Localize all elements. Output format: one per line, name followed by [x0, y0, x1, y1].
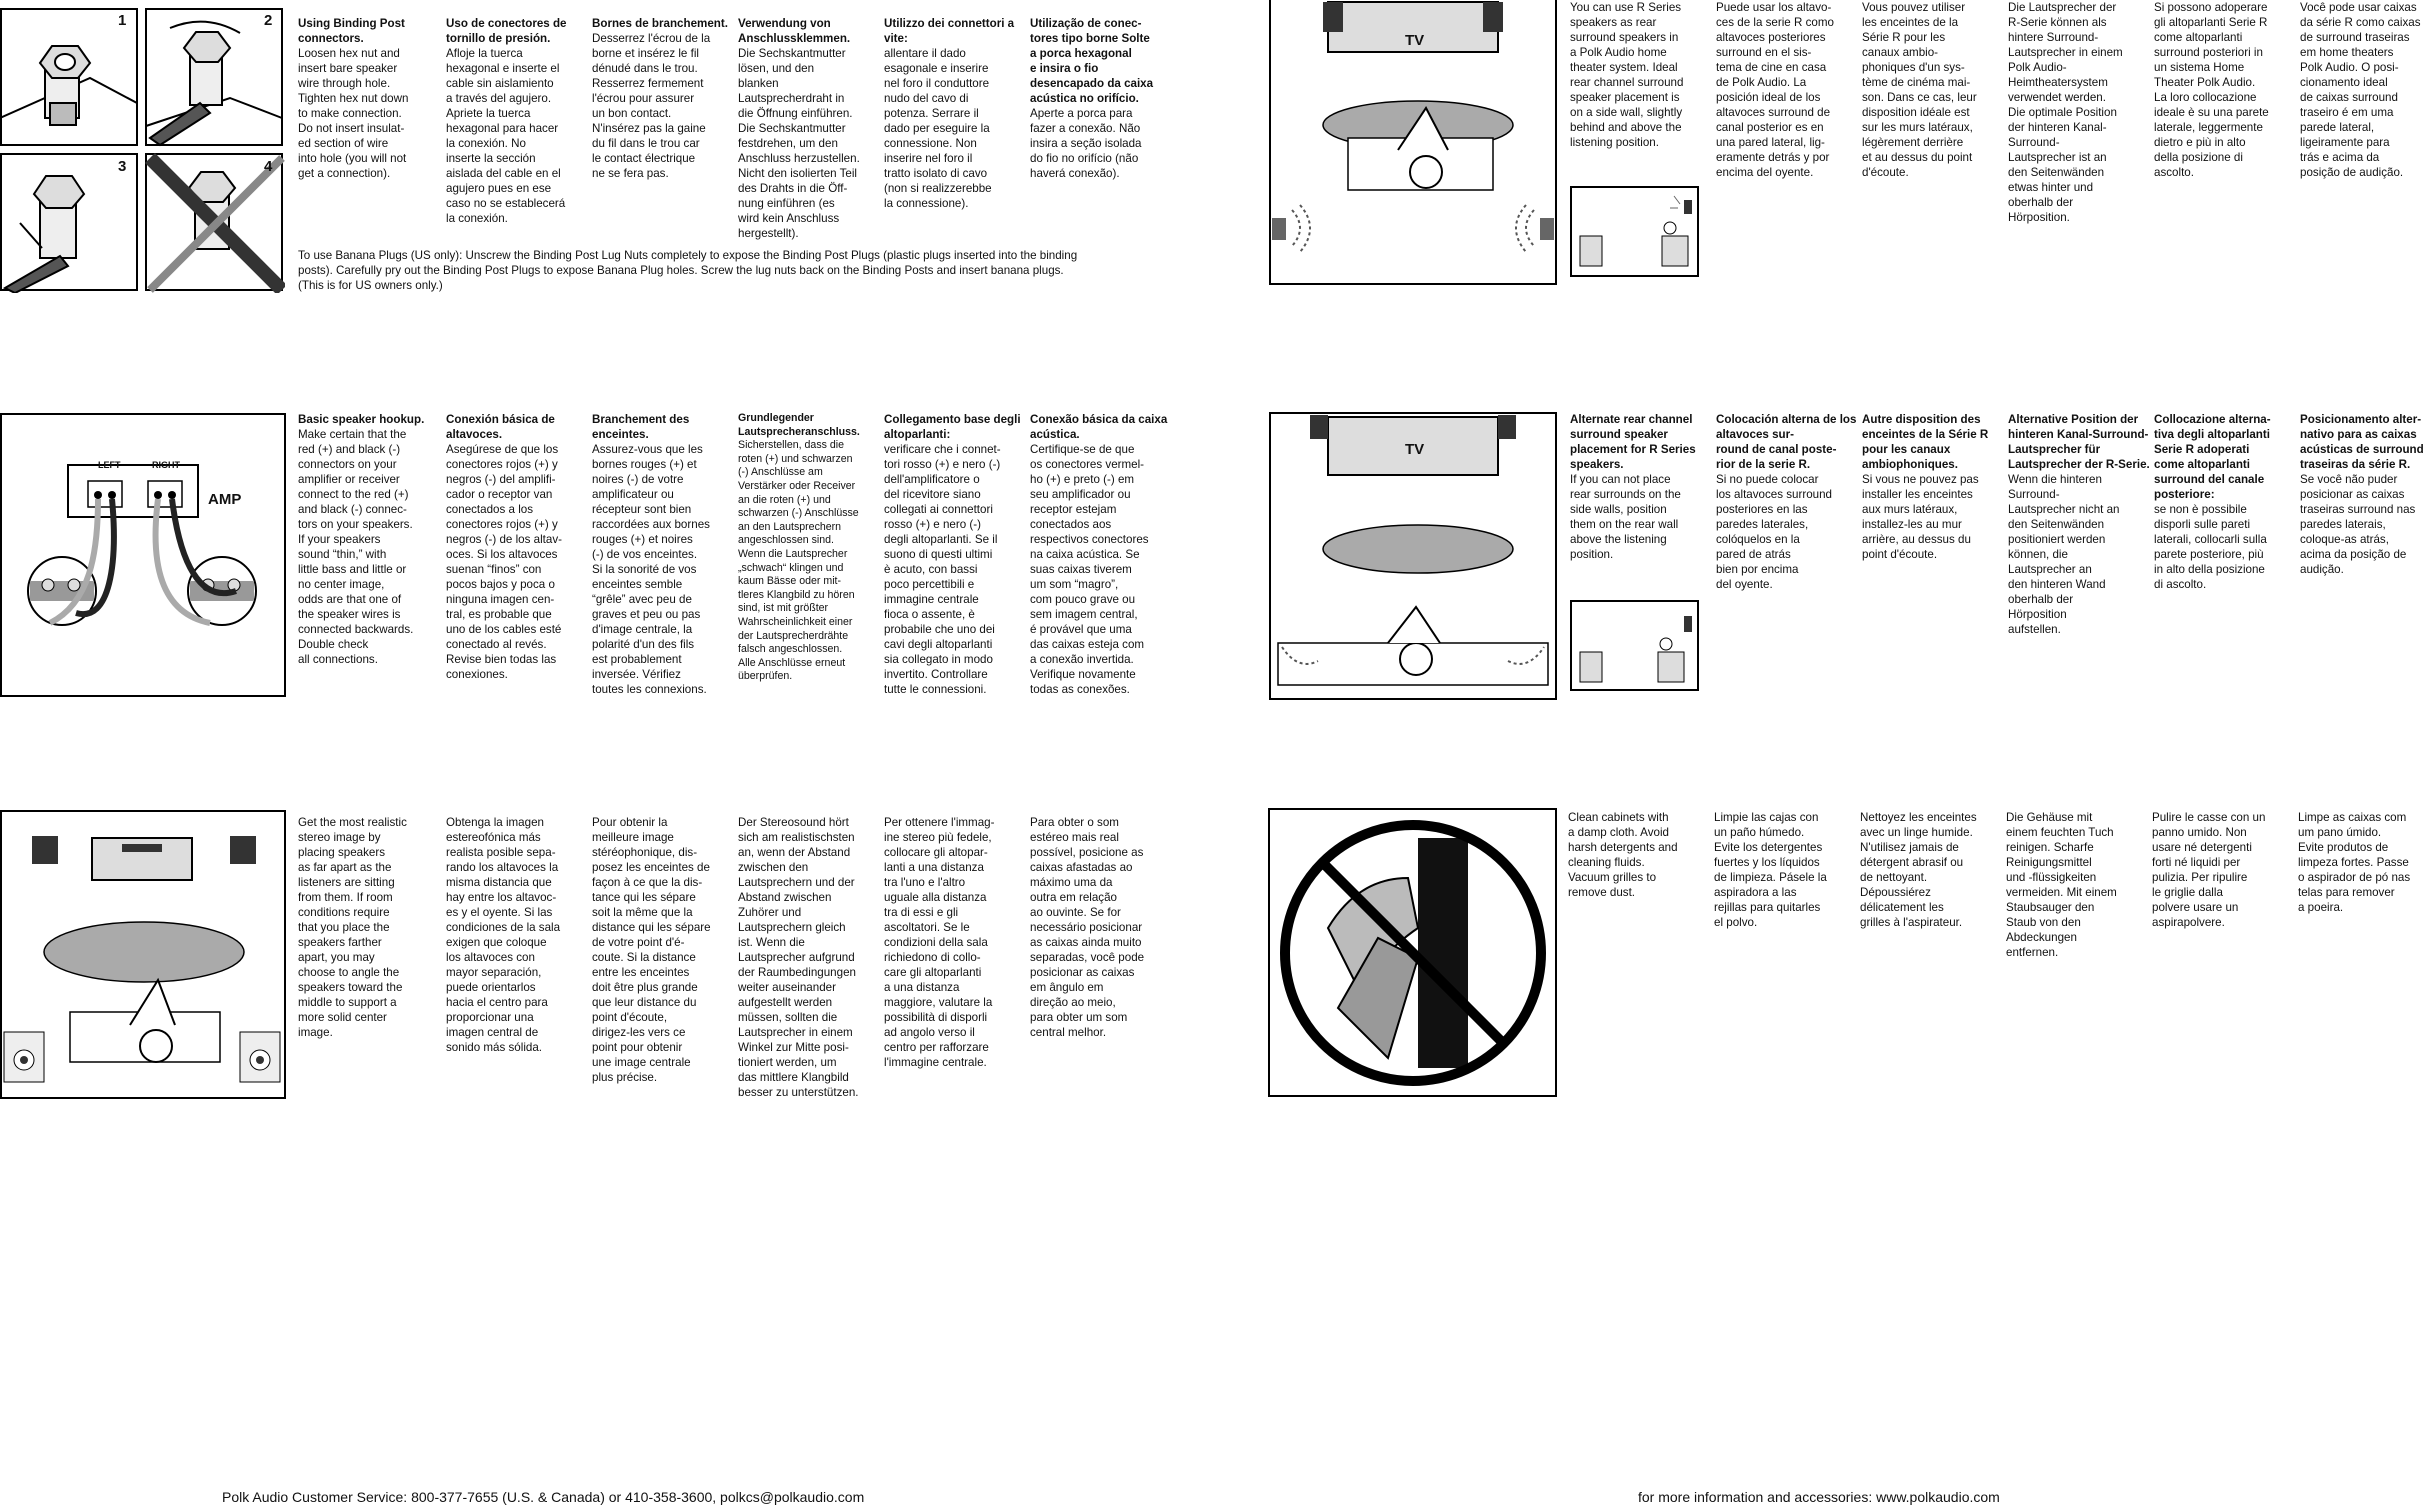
cleaning-fr: Nettoyez les enceintes avec un linge humide. N'utilisez jamais de détergent abrasif ou de nettoyant. Dépoussiérez délicatement les grilles à l'aspirateur. — [1860, 811, 1977, 929]
alternate-it — [2154, 412, 2296, 592]
alternate-room-figure — [1268, 411, 1558, 701]
stereo-it: Per ottenere l'immag- ine stereo più fedele, collocare gli altopar- lanti a una distanza tra l'uno e l'altro uguale alla distanza tra di essi e gli ascoltatori. Se le condizioni della sala richiedono di collo- care gli altoparlanti a una distanza maggiore, valutare la possibilità di disporli ad angolo verso il centro per rafforzare l'immagine centrale. — [884, 816, 995, 1069]
binding-en-heading: Using Binding Post connectors. — [298, 17, 405, 45]
cleaning-it: Pulire le casse con un panno umido. Non usare né detergenti forti né liquidi per pulizia. Per ripulire le griglie dalla polvere usare un aspirapolvere. — [2152, 811, 2266, 929]
alternate-de-body: Wenn die hinteren Surround- Lautsprecher nicht an den Seitenwänden positioniert werden können, die Lautsprecher an den hinteren Wand oberhalb der Hörposition aufstellen. — [2008, 473, 2120, 636]
stereo-es: Obtenga la imagen estereofónica más realista posible sepa- rando los altavoces la misma distancia que hay entre los altavoc- es y el oyente. Si las condiciones de la sala exigen que coloque los altavoces con mayor separación, puede orientarlos hacia el centro para proporcionar una imagen central de sonido más sólida. — [446, 816, 561, 1054]
stereo-fr: Pour obtenir la meilleure image stéréophonique, dis- posez les enceintes de façon à ce que la dis- tance qui les sépare soit la même que la distance qui les sépare de votre point d'é- coute. Si la distance entre les enceintes doit être plus grande que leur distance du point d'écoute, dirigez-les vers ce point pour obtenir une image centrale plus précise. — [592, 816, 711, 1084]
basic-fr-heading: Branchement des enceintes. — [592, 413, 690, 441]
alternate-fr — [1862, 412, 2004, 562]
cleaning-pt: Limpe as caixas com um pano úmido. Evite produtos de limpeza fortes. Passe o aspirador de pó nas telas para remover a poeira. — [2298, 811, 2411, 914]
basic-pt — [1030, 412, 1172, 697]
basic-hookup-figure — [0, 413, 288, 698]
basic-de — [738, 412, 880, 684]
alternate-de — [2008, 412, 2150, 637]
stereo-pt: Para obter o som estéreo mais real possível, posicione as caixas afastadas ao máximo uma da outra em relação ao ouvinte. Se for necessário posicionar as caixas ainda muito separadas, você pode posicionar as caixas em ângulo em direção ao meio, para obter um som central melhor. — [1030, 816, 1145, 1039]
alternate-de-heading: Alternative Position der hinteren Kanal-Surround-Lautsprecher für Lautsprecher der R-Serie. — [2008, 413, 2150, 471]
surround-de: Die Lautsprecher der R-Serie können als hintere Surround- Lautsprecher in einem Polk Audio- Heimtheatersystem verwendet werden. Die optimale Position der hinteren Kanal- Surround- Lautsprecher ist an den Seitenwänden etwas hinter und oberhalb der Hörposition. — [2008, 1, 2123, 224]
alternate-pt-heading: Posicionamento alter- nativo para as caixas acústicas de surround traseiras da série R. — [2300, 413, 2424, 471]
basic-pt-body: Certifique-se de que os conectores vermel- ho (+) e preto (-) em seu amplificador ou receptor estejam conectados aos respectivos conectores na caixa acústica. Se suas caixas tiverem um som “magro”, com pouco grave ou sem imagem central, é provável que uma das caixas esteja com a conexão invertida. Verifique novamente todas as conexões. — [1030, 443, 1149, 696]
amp-left-label: LEFT — [98, 460, 121, 470]
basic-en-heading: Basic speaker hookup. — [298, 413, 425, 426]
binding-fr-body: Desserrez l'écrou de la borne et insérez le fil dénudé dans le trou. Resserrez fermement l'écrou pour assurer un bon contact. N'insérez pas la gaine du fil dans le trou car le contact électrique ne se fera pas. — [592, 32, 711, 180]
binding-de-heading: Verwendung von Anschlussklemmen. — [738, 17, 851, 45]
binding-es-heading: Uso de conectores de tornillo de presión. — [446, 17, 567, 45]
basic-pt-heading: Conexão básica da caixa acústica. — [1030, 413, 1168, 441]
alternate-en-body: If you can not place rear surrounds on the side walls, position them on the rear wall above the listening position. — [1570, 473, 1681, 561]
basic-de-body: Sicherstellen, dass die roten (+) und schwarzen (-) Anschlüsse am Verstärker oder Receiver an die roten (+) und schwarzen (-) Anschlüsse an den Lautsprechern angeschlossen sind. Wenn die Lautsprecher „schwach“ klingen und kaum Bässe oder mit- tleres Klangbild zu hören sind, ist mit größter Wahrscheinlichkeit einer der Lautsprecherdrähte falsch angeschlossen. Alle Anschlüsse erneut überprüfen. — [738, 439, 859, 683]
surround-it: Si possono adoperare gli altoparlanti Serie R come altoparlanti surround posteriori in un sistema Home Theater Polk Audio. La loro collocazione ideale è su una parete laterale, leggermente dietro e più in alto della posizione di ascolto. — [2154, 1, 2269, 179]
cleaning-en: Clean cabinets with a damp cloth. Avoid harsh detergents and cleaning fluids. Vacuum grilles to remove dust. — [1568, 811, 1678, 899]
basic-it — [884, 412, 1026, 697]
basic-en — [298, 412, 440, 667]
basic-es-heading: Conexión básica de altavoces. — [446, 413, 555, 441]
website-footer: for more information and accessories: www.polkaudio.com — [1638, 1489, 2000, 1505]
binding-fr — [592, 16, 734, 181]
binding-de-body: Die Sechskantmutter lösen, und den blanken Lautsprecherdraht in die Öffnung einführen. Die Sechskantmutter festdrehen, um den Anschluss herzustellen. Nicht den isolierten Teil des Drahts in die Öff- nung einführen (es wird kein Anschluss hergestellt). — [738, 47, 860, 240]
cleaning-de: Die Gehäuse mit einem feuchten Tuch reinigen. Scharfe Reinigungsmittel und -flüssigkeiten vermeiden. Mit einem Staubsauger den Staub von den Abdeckungen entfernen. — [2006, 811, 2117, 959]
surround-es: Puede usar los altavo- ces de la serie R como altavoces posteriores surround en el sis- tema de cine en casa de Polk Audio. La posición ideal de los altavoces surround de canal posterior es en una pared lateral, lig- eramente detrás y por encima del oyente. — [1716, 1, 1834, 179]
surround-fr: Vous pouvez utiliser les enceintes de la Série R pour les canaux ambio- phoniques d'un sys- tème de cinéma mai- son. Dans ce cas, leur disposition idéale est sur les murs latéraux, légèrement derrière et au dessus du point d'écoute. — [1862, 1, 1977, 179]
step-1-label: 1 — [118, 12, 127, 29]
surround-en: You can use R Series speakers as rear surround speakers in a Polk Audio home theater system. Ideal rear channel surround speaker placement is on a side wall, slightly behind and above the listening position. — [1570, 1, 1684, 149]
binding-pt — [1030, 16, 1172, 181]
binding-it — [884, 16, 1026, 211]
no-harsh-cleaners-figure — [1268, 808, 1558, 1098]
binding-pt-heading: Utilização de conec- tores tipo borne Solte a porca hexagonal e insira o fio desencapado da caixa acústica no orifício. — [1030, 17, 1154, 105]
binding-post-steps-figure — [0, 8, 285, 293]
alternate-it-body: se non è possibile disporli sulle pareti laterali, collocarli sulla parete posteriore, più in alto della posizione di ascolto. — [2154, 503, 2267, 591]
step-4-label: 4 — [264, 158, 273, 175]
banana-plug-note: To use Banana Plugs (US only): Unscrew the Binding Post Lug Nuts completely to expose the Binding Post Plugs (plastic plugs inserted into the binding posts). Carefully pry out the Binding Post Plugs to expose Banana Plug holes. Screw the lug nuts back on the Binding Posts and insert banana plugs. (This is for US owners only.) — [298, 249, 1078, 292]
alternate-es — [1716, 412, 1858, 592]
amp-label: AMP — [208, 491, 242, 508]
binding-it-heading: Utilizzo dei connettori a vite: — [884, 17, 1015, 45]
alternate-es-body: Si no puede colocar los altavoces surround posteriores en las paredes laterales, colóquelos en la pared de atrás bien por encima del oyente. — [1716, 473, 1832, 591]
alternate-pt-body: Se você não puder posicionar as caixas traseiras surround nas paredes laterais, coloque-as atrás, acima da posição de audição. — [2300, 473, 2416, 576]
tv-label: TV — [1405, 32, 1425, 49]
binding-pt-body: Aperte a porca para fazer a conexão. Não insira a seção isolada do fio no orifício (não haverá conexão). — [1030, 107, 1142, 180]
step-3-label: 3 — [118, 158, 127, 175]
basic-it-heading: Collegamento base degli altoparlanti: — [884, 413, 1021, 441]
alternate-en — [1570, 412, 1712, 562]
surround-side-figure — [1570, 186, 1700, 278]
stereo-placement-figure — [0, 810, 288, 1100]
tv-label-alt: TV — [1405, 441, 1425, 458]
basic-es-body: Asegúrese de que los conectores rojos (+) y negros (-) del amplifi- cador o receptor van conectados a los conectores rojos (+) y negros (-) de los altav- oces. Si los altavoces suenan “finos” con pocos bajos y poca o ninguna imagen cen- tral, es probable que uno de los cables esté conectado al revés. Revise bien todas las conexiones. — [446, 443, 562, 681]
customer-service-footer: Polk Audio Customer Service: 800-377-7655 (U.S. & Canada) or 410-358-3600, polkcs@polkaudio.com — [222, 1489, 865, 1505]
binding-en-body: Loosen hex nut and insert bare speaker wire through hole. Tighten hex nut down to make connection. Do not insert insulat- ed section of wire into hole (you will not get a connection). — [298, 47, 409, 180]
stereo-en: Get the most realistic stereo image by placing speakers as far apart as the listeners are sitting from them. If room conditions require that you place the speakers farther apart, you may choose to angle the speakers toward the middle to support a more solid center image. — [298, 816, 407, 1039]
basic-fr — [592, 412, 734, 697]
alternate-en-heading: Alternate rear channel surround speaker placement for R Series speakers. — [1570, 413, 1696, 471]
basic-es — [446, 412, 588, 682]
stereo-de: Der Stereosound hört sich am realistischsten an, wenn der Abstand zwischen den Lautsprechern und der Abstand zwischen Zuhörer und Lautsprechern gleich ist. Wenn die Lautsprecher aufgrund der Raumbedingungen weiter auseinander aufgestellt werden müssen, sollten die Lautsprecher in einem Winkel zur Mitte posi- tioniert werden, um das mittlere Klangbild besser zu unterstützen. — [738, 816, 859, 1099]
cleaning-es: Limpie las cajas con un paño húmedo. Evite los detergentes fuertes y los líquidos de limpieza. Pásele la aspiradora a las rejillas para quitarles el polvo. — [1714, 811, 1827, 929]
binding-de — [738, 16, 880, 241]
binding-es — [446, 16, 588, 226]
basic-fr-body: Assurez-vous que les bornes rouges (+) et noires (-) de votre amplificateur ou récepteur sont bien raccordées aux bornes rouges (+) et noires (-) de vos enceintes. Si la sonorité de vos enceintes semble “grêle” avec peu de graves et peu ou pas d'image centrale, la polarité d'un des fils est probablement inversée. Vérifiez toutes les connexions. — [592, 443, 710, 696]
binding-it-body: allentare il dado esagonale e inserire nel foro il conduttore nudo del cavo di potenza. Serrare il dado per eseguire la connessione. Non inserire nel foro il tratto isolato di cavo (non si realizzerebbe la connessione). — [884, 47, 992, 210]
alternate-side-figure — [1570, 600, 1700, 692]
binding-fr-heading: Bornes de branchement. — [592, 17, 728, 30]
alternate-fr-heading: Autre disposition des enceintes de la Série R pour les canaux ambiophoniques. — [1862, 413, 1989, 471]
basic-en-body: Make certain that the red (+) and black (-) connectors on your amplifier or receiver connect to the red (+) and black (-) connec- tors on your speakers. If your speakers sound “thin,” with little bass and little or no center image, odds are that one of the speaker wires is connected backwards. Double check all connections. — [298, 428, 414, 666]
binding-es-body: Afloje la tuerca hexagonal e inserte el cable sin aislamiento a través del agujero. Apriete la tuerca hexagonal para hacer la conexión. No inserte la sección aislada del cable en el agujero pues en ese caso no se establecerá la conexión. — [446, 47, 566, 225]
surround-room-figure — [1268, 0, 1558, 288]
alternate-es-heading: Colocación alterna de los altavoces sur- round de canal poste- rior de la serie R. — [1716, 413, 1857, 471]
alternate-fr-body: Si vous ne pouvez pas installer les enceintes aux murs latéraux, installez-les au mur arrière, au dessus du point d'écoute. — [1862, 473, 1979, 561]
binding-en — [298, 16, 440, 181]
surround-pt: Você pode usar caixas da série R como caixas de surround traseiras em home theaters Polk Audio. O posi- cionamento ideal de caixas surround traseiro é em uma parede lateral, ligeiramente para trás e acima da posição de audição. — [2300, 1, 2421, 179]
amp-right-label: RIGHT — [152, 460, 180, 470]
step-2-label: 2 — [264, 12, 273, 29]
basic-it-body: verificare che i connet- tori rosso (+) e nero (-) dell'amplificatore o del ricevitore siano collegati ai connettori rosso (+) e nero (-) degli altoparlanti. Se il suono di questi ultimi è acuto, con bassi poco percettibili e immagine centrale fioca o assente, è probabile che uno dei cavi degli altoparlanti sia collegato in modo invertito. Controllare tutte le connessioni. — [884, 443, 1001, 696]
alternate-it-heading: Collocazione alterna- tiva degli altoparlanti Serie R adoperati come altoparlanti surround del canale posteriore: — [2154, 413, 2271, 501]
basic-de-heading: Grundlegender Lautsprecheranschluss. — [738, 412, 860, 438]
alternate-pt — [2300, 412, 2427, 577]
